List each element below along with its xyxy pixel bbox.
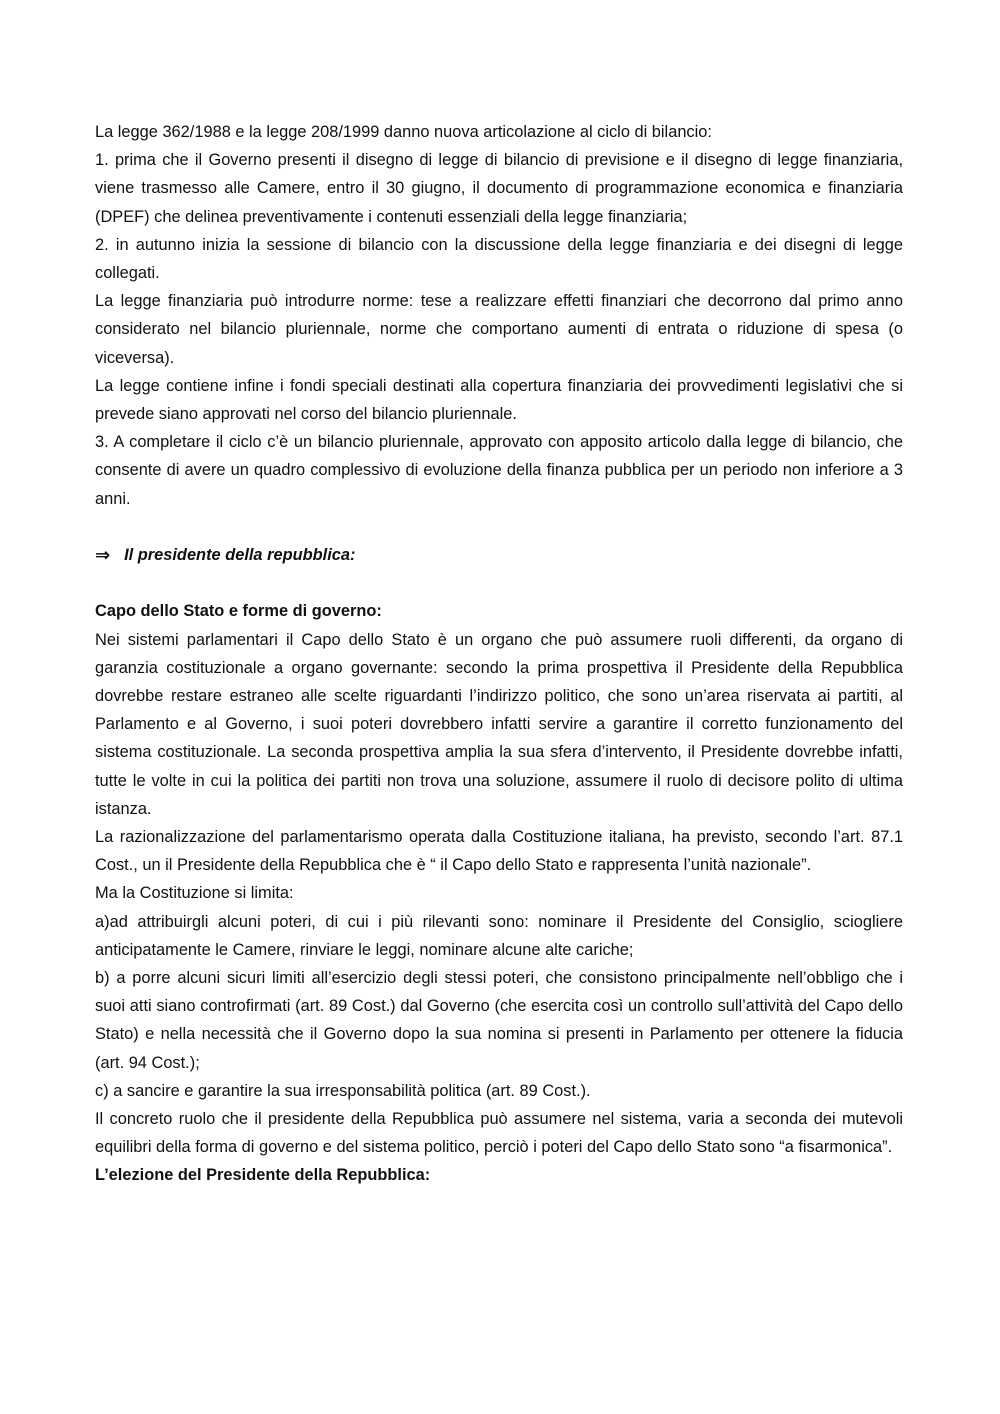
section-heading-presidente [95,541,903,569]
list-item-2: 2. in autunno inizia la sessione di bilancio con la discussione della legge finanziaria e dei disegni di legge collegati. [95,235,903,283]
list-item-3: 3. A completare il ciclo c’è un bilancio pluriennale, approvato con apposito articolo dalla legge di bilancio, che consente di avere un quadro complessivo di evoluzione della finanza pubblica per un periodo non inferiore a 3 anni. [95,433,903,508]
blank-line [95,569,903,597]
list-item-1: 1. prima che il Governo presenti il disegno di legge di bilancio di previsione e il disegno di legge finanziaria, viene trasmesso alle Camere, entro il 30 giugno, il documento di programmazione economica e finanziaria (DPEF) che delinea preventivamente i contenuti essenziali della legge finanziaria; [95,151,903,226]
subheading-capo-dello-stato: Capo dello Stato e forme di governo: [95,602,382,621]
ruolo-paragraph: Il concreto ruolo che il presidente della Repubblica può assumere nel sistema, varia a seconda dei mutevoli equilibri della forma di governo e del sistema politico, perciò i poteri del Capo dello Stato sono “a fisarmonica”. [95,1110,903,1157]
list-item-b: b) a porre alcuni sicuri limiti all’esercizio degli stessi poteri, che consistono principalmente nell’obbligo che i suoi atti siano controfirmati (art. 89 Cost.) dal Governo (che esercita così un controllo sull’attività del Capo dello Stato) e nella necessità che il Governo dopo la sua nomina si presenti in Parlamento per ottenere la fiducia (art. 94 Cost.); [95,969,903,1072]
finanziaria-paragraph: La legge finanziaria può introdurre norme: tese a realizzare effetti finanziari che decorrono dal primo anno considerato nel bilancio pluriennale, norme che comportano aumenti di entrata o riduzione di spesa (o viceversa). [95,292,903,367]
fondi-paragraph: La legge contiene infine i fondi speciali destinati alla copertura finanziaria dei provvedimenti legislativi che si prevede siano approvati nel corso del bilancio pluriennale. [95,376,903,424]
limita-paragraph: Ma la Costituzione si limita: [95,884,294,903]
section-heading-label: Il presidente della repubblica: [124,546,356,565]
subheading-elezione: L’elezione del Presidente della Repubblica: [95,1166,431,1185]
list-item-c: c) a sancire e garantire la sua irresponsabilità politica (art. 89 Cost.). [95,1081,591,1100]
list-item-a: a)ad attribuirgli alcuni poteri, di cui i più rilevanti sono: nominare il Presidente del Consiglio, sciogliere anticipatamente le Camere, rinviare le leggi, nominare alcune alte cariche; [95,912,903,959]
razionalizzazione-paragraph: La razionalizzazione del parlamentarismo operata dalla Costituzione italiana, ha previsto, secondo l’art. 87.1 Cost., un il Presidente della Repubblica che è “ il Capo dello Stato e rappresenta l’unità nazionale”. [95,828,903,875]
blank-line [95,513,903,541]
double-arrow-icon: ⇒ [95,545,111,566]
sistemi-paragraph: Nei sistemi parlamentari il Capo dello Stato è un organo che può assumere ruoli differenti, da organo di garanzia costituzionale a organo governante: secondo la prima prospettiva il Presidente della Repubblica dovrebbe restare estraneo alle scelte riguardanti l’indirizzo politico, che sono un’area riservata ai partiti, al Parlamento e al Governo, i suoi poteri dovrebbero infatti servire a garantire il corretto funzionamento del sistema costituzionale. La seconda prospettiva amplia la sua sfera d’intervento, il Presidente dovrebbe infatti, tutte le volte in cui la politica dei partiti non trova una soluzione, assumere il ruolo di decisore polito di ultima istanza. [95,630,903,818]
intro-paragraph: La legge 362/1988 e la legge 208/1999 danno nuova articolazione al ciclo di bilancio: [95,123,712,141]
document-page [95,118,903,1190]
